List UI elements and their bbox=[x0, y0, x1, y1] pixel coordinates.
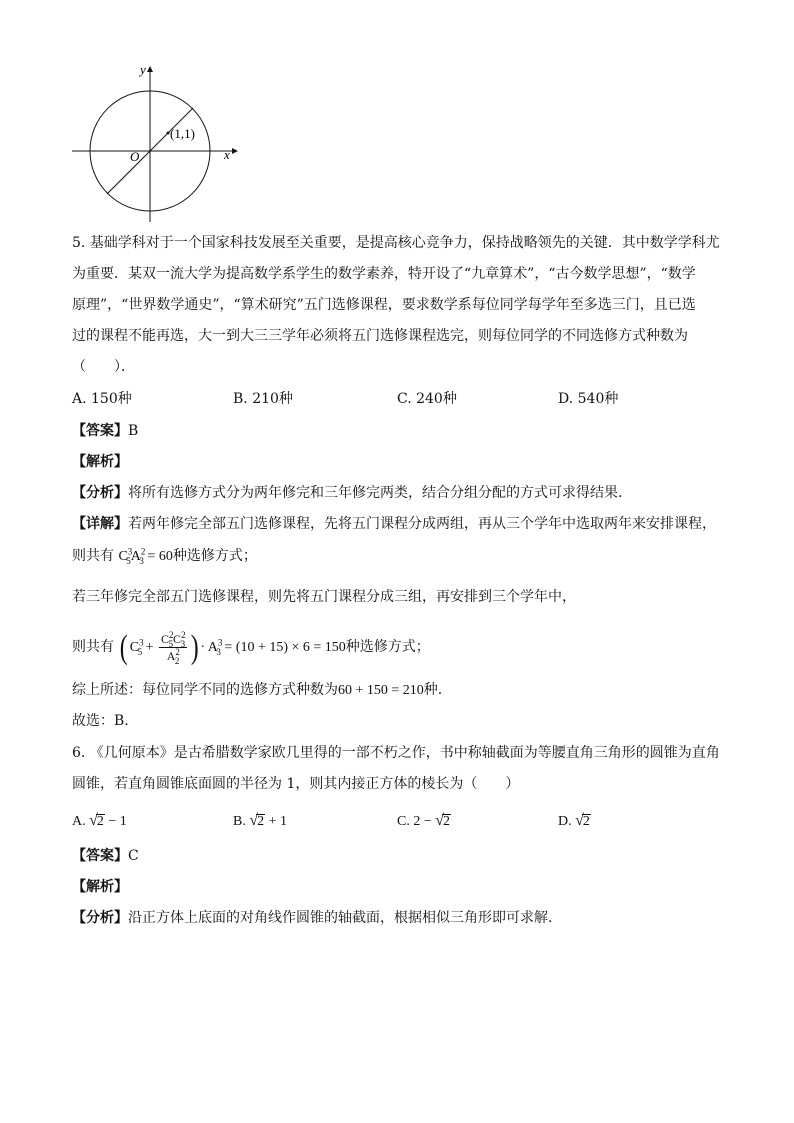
q6-analysis-tag bbox=[72, 877, 128, 897]
x-axis-arrow bbox=[232, 148, 238, 154]
circle-figure bbox=[62, 60, 262, 230]
three-suffix: 种选修方式； bbox=[345, 639, 430, 655]
analysis-tag: 【解析】 bbox=[72, 454, 128, 470]
fenxi-tag: 【分析】 bbox=[72, 485, 128, 501]
q6-option-c: C. 2 − √2 bbox=[397, 812, 451, 829]
sqrt-b: 2 bbox=[257, 814, 265, 829]
fraction: $\frac{C^2_5C^2_3}{A^2_2}$ bbox=[161, 630, 186, 666]
three-prefix: 则共有 bbox=[72, 639, 114, 655]
q6-fenxi-tag: 【分析】 bbox=[72, 910, 128, 926]
option-a-suffix: − 1 bbox=[108, 814, 127, 829]
q5-choose: 故选：B. bbox=[72, 713, 129, 729]
three-formula: ( $C^3_5$ + $\frac{C^2_5C^2_3}{A^2_2}$ ) · $A^3_3 = (10 + 15) \times 6 = 150$ bbox=[120, 628, 346, 666]
two-year-prefix: 则共有 bbox=[72, 548, 114, 564]
answer-tag: 【答案】 bbox=[72, 423, 128, 439]
q5-two-year-line bbox=[72, 546, 257, 567]
q5-option-b: B. 210种 bbox=[233, 391, 293, 407]
xiangjie-tag: 【详解】 bbox=[72, 516, 128, 532]
two-year-eq: = 60 bbox=[147, 549, 173, 564]
q5-line-2: 为重要．某双一流大学为提高数学系学生的数学素养，特开设了“九章算术”，“古今数学思想”，“数学 bbox=[72, 266, 696, 282]
q6-answer-value: C bbox=[128, 848, 139, 864]
q5-line-1: 5. 基础学科对于一个国家科技发展至关重要，是提高核心竞争力，保持战略领先的关键．其中数学学科尤 bbox=[72, 235, 720, 251]
q6-option-b: B. √2 + 1 bbox=[233, 812, 288, 829]
fenxi-text: 将所有选修方式分为两年修完和三年修完两类，结合分组分配的方式可求得结果. bbox=[128, 485, 623, 501]
two-year-formula: $C^3_5A^2_3 = 60$ bbox=[118, 546, 173, 566]
q5-xiangjie bbox=[72, 514, 716, 534]
summary-suffix: 种. bbox=[423, 682, 443, 698]
sqrt-a: 2 bbox=[96, 814, 104, 829]
y-axis-label: y bbox=[140, 62, 146, 77]
summary-eq: 60 + 150 = 210 bbox=[338, 683, 424, 698]
q5-option-c: C. 240种 bbox=[397, 391, 457, 407]
option-a-label: A. bbox=[72, 814, 86, 829]
q6-answer bbox=[72, 846, 139, 866]
q6-analysis-tag-text: 【解析】 bbox=[72, 879, 128, 895]
option-b-suffix: + 1 bbox=[268, 814, 288, 829]
option-b-label: B. bbox=[233, 814, 246, 829]
q5-option-a: A. 150种 bbox=[72, 391, 132, 407]
option-c-prefix: 2 − bbox=[413, 814, 432, 829]
origin-label: O bbox=[130, 149, 140, 164]
q6-option-a: A. √2 − 1 bbox=[72, 812, 127, 829]
q5-fenxi bbox=[72, 483, 622, 503]
q6-line-1: 6. 《几何原本》是古希腊数学家欧几里得的一部不朽之作，书中称轴截面为等腰直角三角形的圆锥为直角 bbox=[72, 745, 720, 761]
q5-analysis-tag bbox=[72, 452, 128, 472]
sqrt-c: 2 bbox=[443, 814, 451, 829]
sqrt-d: 2 bbox=[582, 814, 590, 829]
q5-option-d: D. 540种 bbox=[558, 391, 619, 407]
q5-line-5: （ ）． bbox=[72, 359, 135, 375]
option-d-label: D. bbox=[558, 814, 572, 829]
q6-fenxi bbox=[72, 908, 552, 928]
x-axis-label: x bbox=[224, 147, 230, 162]
summary-prefix: 综上所述：每位同学不同的选修方式种数为 bbox=[72, 682, 338, 698]
q6-line-2: 圆锥，若直角圆锥底面圆的半径为 1，则其内接正方体的棱长为（ ） bbox=[72, 776, 520, 792]
q5-line-4: 过的课程不能再选，大一到大三三学年必须将五门选修课程选完，则每位同学的不同选修方式种数为 bbox=[72, 328, 688, 344]
q5-three-year-line: 若三年修完全部五门选修课程，则先将五门课程分成三组，再安排到三个学年中， bbox=[72, 589, 576, 605]
y-axis-arrow bbox=[147, 66, 153, 72]
xiangjie-text: 若两年修完全部五门选修课程，先将五门课程分成两组，再从三个学年中选取两年来安排课程， bbox=[128, 516, 716, 532]
q5-three-formula-line bbox=[72, 628, 430, 668]
three-eq: = (10 + 15) × 6 = 150 bbox=[224, 640, 346, 655]
q6-option-d: D. √2 bbox=[558, 812, 590, 829]
q6-answer-tag: 【答案】 bbox=[72, 848, 128, 864]
two-year-suffix: 种选修方式； bbox=[172, 548, 257, 564]
q5-summary bbox=[72, 680, 442, 701]
option-c-label: C. bbox=[397, 814, 410, 829]
answer-value: B bbox=[128, 423, 139, 439]
q5-answer bbox=[72, 421, 138, 441]
q6-fenxi-text: 沿正方体上底面的对角线作圆锥的轴截面，根据相似三角形即可求解. bbox=[128, 910, 553, 926]
q5-line-3: 原理”，“世界数学通史”，“算术研究”五门选修课程，要求数学系每位同学每学年至多选三门，且已选 bbox=[72, 297, 696, 313]
point-label: (1,1) bbox=[170, 126, 195, 141]
